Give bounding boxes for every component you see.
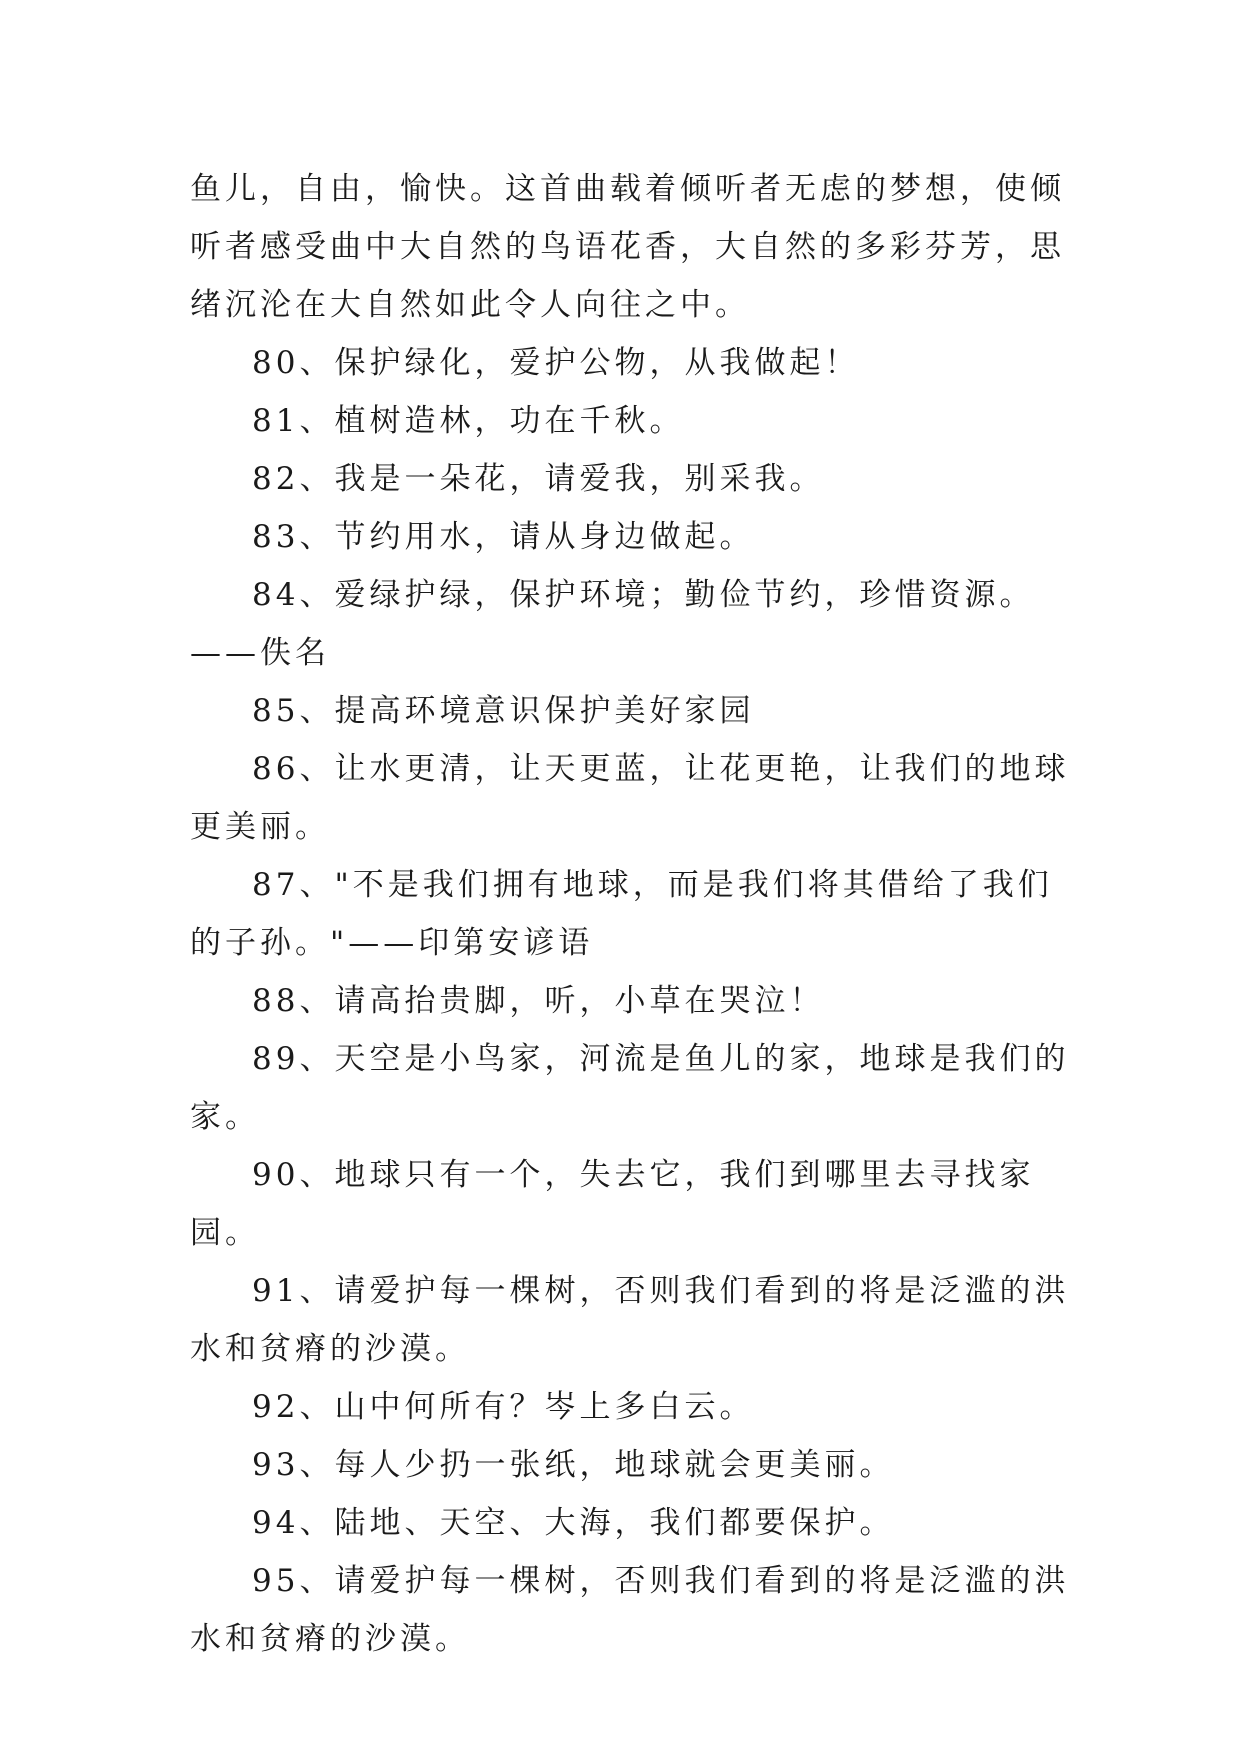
list-item: 92、山中何所有？岑上多白云。	[252, 1389, 755, 1425]
list-item: 81、植树造林，功在千秋。	[252, 403, 685, 439]
list-item: 88、请高抬贵脚，听，小草在哭泣！	[252, 983, 825, 1019]
intro-paragraph: 鱼儿，自由，愉快。这首曲载着倾听者无虑的梦想，使倾听者感受曲中大自然的鸟语花香，大自然的多彩芬芳，思绪沉沦在大自然如此令人向往之中。	[190, 171, 1065, 323]
list-item: 80、保护绿化，爱护公物，从我做起！	[252, 345, 860, 381]
list-item: 90、地球只有一个，失去它，我们到哪里去寻找家园。	[190, 1157, 1035, 1251]
list-item: 95、请爱护每一棵树，否则我们看到的将是泛滥的洪水和贫瘠的沙漠。	[190, 1563, 1070, 1657]
list-item: 87、"不是我们拥有地球，而是我们将其借给了我们的子孙。"——印第安谚语	[190, 867, 1053, 961]
list-item: 89、天空是小鸟家，河流是鱼儿的家，地球是我们的家。	[190, 1041, 1070, 1135]
list-item: 85、提高环境意识保护美好家园	[252, 693, 755, 729]
list-item: 91、请爱护每一棵树，否则我们看到的将是泛滥的洪水和贫瘠的沙漠。	[190, 1273, 1070, 1367]
list-item: 94、陆地、天空、大海，我们都要保护。	[252, 1505, 895, 1541]
list-item: 82、我是一朵花，请爱我，别采我。	[252, 461, 825, 497]
list-item: 84、爱绿护绿，保护环境；勤俭节约，珍惜资源。——佚名	[190, 577, 1035, 671]
document-body	[190, 160, 1070, 1668]
list-item: 86、让水更清，让天更蓝，让花更艳，让我们的地球更美丽。	[190, 751, 1070, 845]
list-item: 83、节约用水，请从身边做起。	[252, 519, 755, 555]
list-item: 93、每人少扔一张纸，地球就会更美丽。	[252, 1447, 895, 1483]
